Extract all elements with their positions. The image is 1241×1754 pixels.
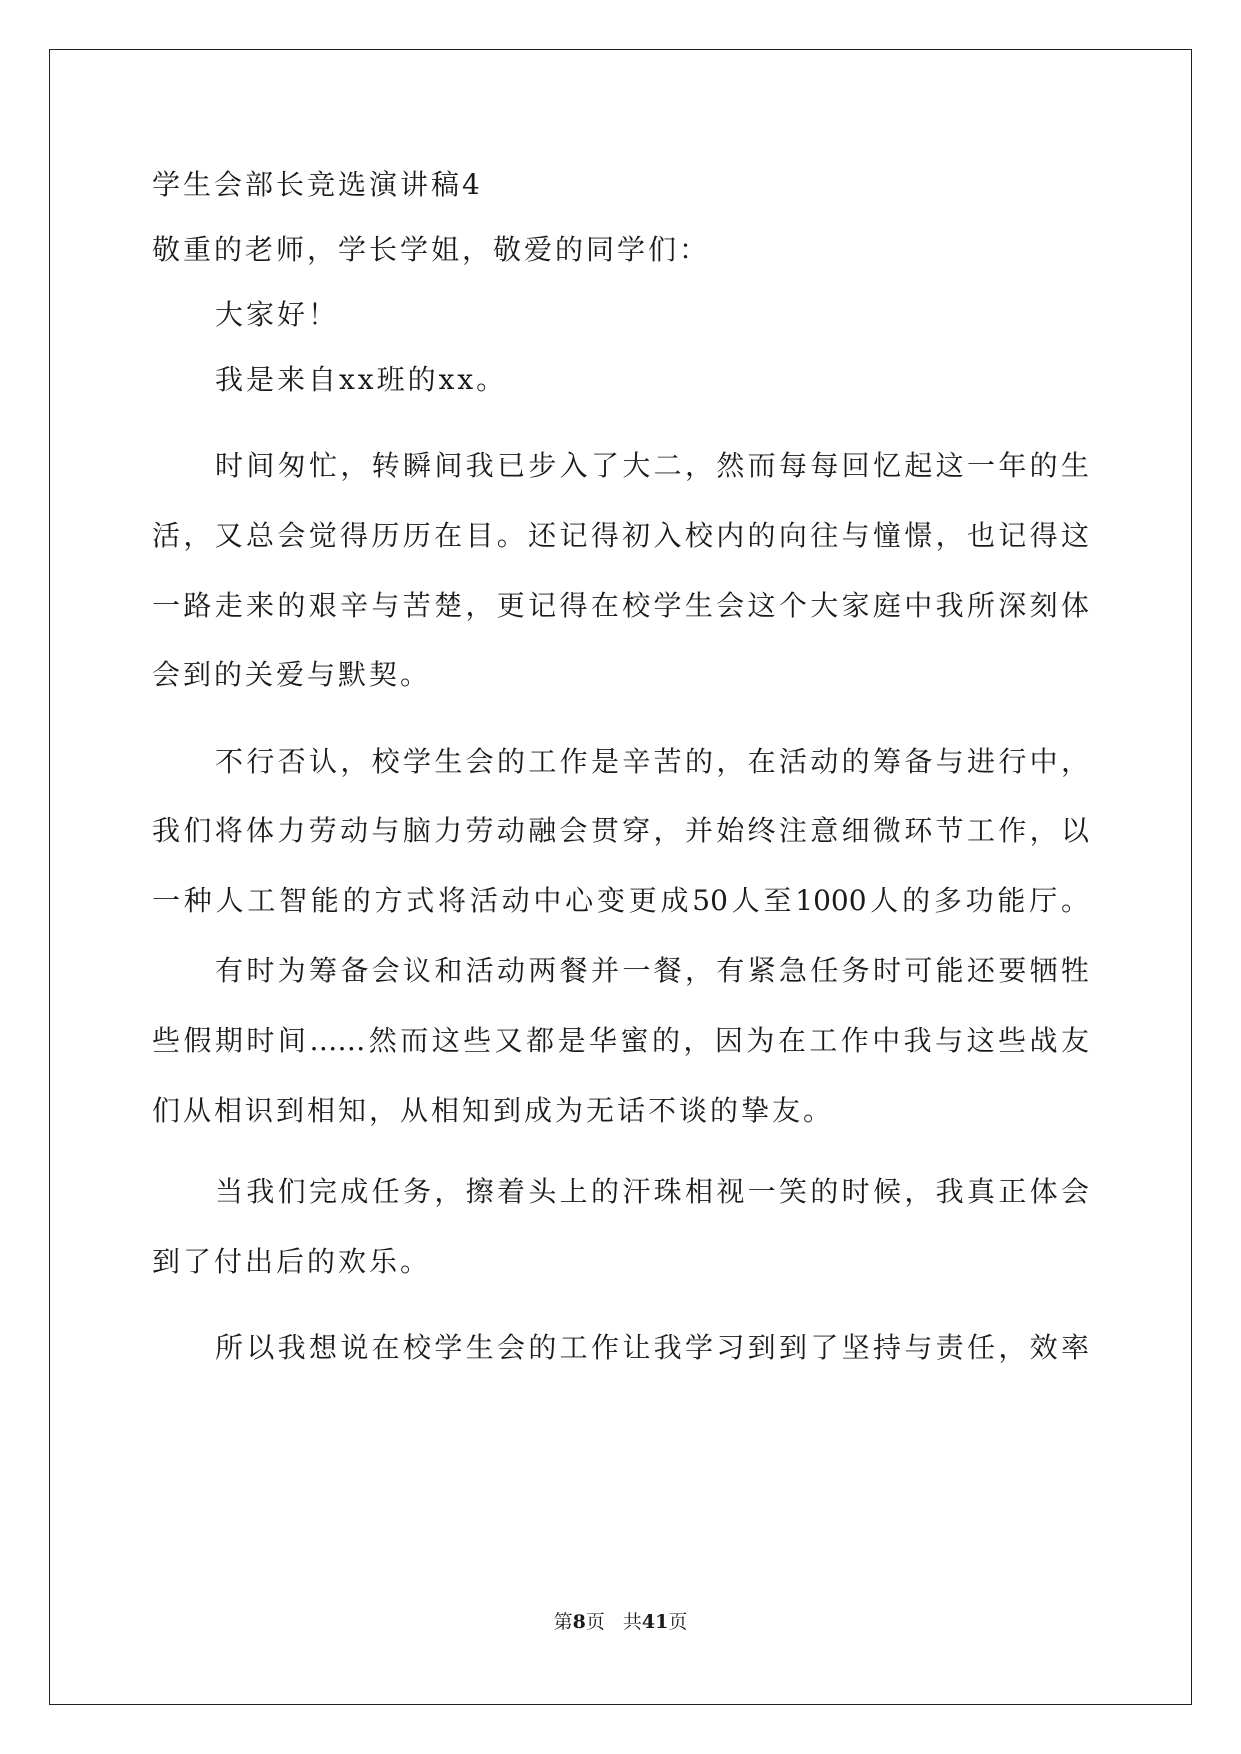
document-title: 学生会部长竞选演讲稿4 <box>152 168 483 201</box>
page-footer <box>0 1610 1241 1634</box>
paragraph-line: 我是来自xx班的xx。 <box>215 363 508 396</box>
paragraph-line: 一种人工智能的方式将活动中心变更成50人至1000人的多功能厅。 <box>152 884 1089 917</box>
paragraph-line: 一路走来的艰辛与苦楚，更记得在校学生会这个大家庭中我所深刻体 <box>152 589 1089 622</box>
paragraph-line: 我们将体力劳动与脑力劳动融会贯穿，并始终注意细微环节工作，以 <box>152 814 1089 847</box>
paragraph-line: 当我们完成任务，擦着头上的汗珠相视一笑的时候，我真正体会 <box>215 1175 1089 1208</box>
paragraph-line: 活，又总会觉得历历在目。还记得初入校内的向往与憧憬，也记得这 <box>152 519 1089 552</box>
total-suffix: 页 <box>668 1611 688 1633</box>
paragraph-line: 不行否认，校学生会的工作是辛苦的，在活动的筹备与进行中， <box>215 745 1089 778</box>
paragraph-line: 们从相识到相知，从相知到成为无话不谈的挚友。 <box>152 1094 835 1127</box>
paragraph-line: 大家好！ <box>215 298 340 331</box>
paragraph-line: 所以我想说在校学生会的工作让我学习到到了坚持与责任，效率 <box>215 1331 1089 1364</box>
page-prefix: 第 <box>553 1611 573 1633</box>
total-prefix: 共 <box>622 1611 642 1633</box>
paragraph-line: 有时为筹备会议和活动两餐并一餐，有紧急任务时可能还要牺牲 <box>215 954 1089 987</box>
paragraph-line: 些假期时间……然而这些又都是华蜜的，因为在工作中我与这些战友 <box>152 1024 1089 1057</box>
paragraph-line: 到了付出后的欢乐。 <box>152 1245 432 1278</box>
salutation: 敬重的老师，学长学姐，敬爱的同学们： <box>152 233 711 266</box>
page-number: 8 <box>572 1611 586 1633</box>
total-pages: 41 <box>641 1611 669 1633</box>
paragraph-line: 时间匆忙，转瞬间我已步入了大二，然而每每回忆起这一年的生 <box>215 449 1089 482</box>
page-suffix: 页 <box>585 1611 605 1633</box>
paragraph-line: 会到的关爱与默契。 <box>152 658 432 691</box>
